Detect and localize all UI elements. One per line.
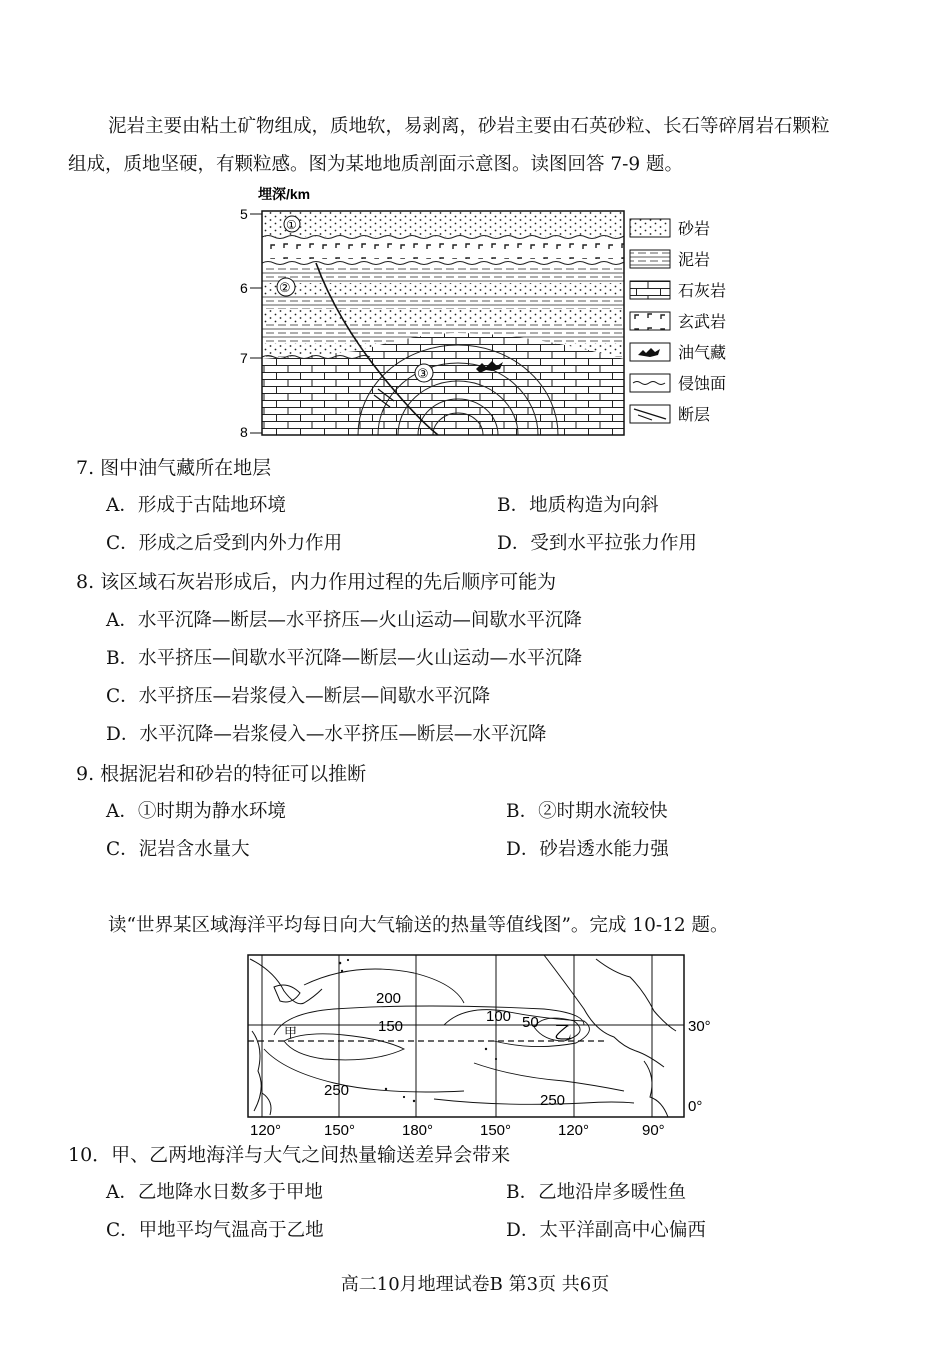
q7-option-d[interactable]: D．受到水平拉张力作用 bbox=[497, 533, 697, 554]
q9-option-b[interactable]: B．②时期水流较快 bbox=[506, 801, 668, 822]
q8-option-b[interactable]: B．水平挤压—间歇水平沉降—断层—火山运动—水平沉降 bbox=[106, 648, 583, 669]
q10-option-d[interactable]: D．太平洋副高中心偏西 bbox=[506, 1220, 706, 1241]
place-label-yi: 乙 bbox=[554, 1023, 572, 1043]
question-7-stem: 7. 图中油气藏所在地层 bbox=[76, 457, 272, 479]
contour-label: 250 bbox=[324, 1082, 350, 1099]
contour-label: 250 bbox=[540, 1092, 566, 1109]
lon-label: 180° bbox=[402, 1122, 434, 1139]
y-tick: 8 bbox=[240, 424, 248, 440]
lon-label: 90° bbox=[642, 1122, 665, 1139]
contour-label: 50 bbox=[522, 1014, 539, 1031]
q8-option-a[interactable]: A．水平沉降—断层—水平挤压—火山运动—间歇水平沉降 bbox=[106, 610, 582, 631]
lat-label: 0° bbox=[688, 1098, 703, 1115]
question-9-stem: 9. 根据泥岩和砂岩的特征可以推断 bbox=[76, 763, 367, 785]
lon-label: 150° bbox=[480, 1122, 512, 1139]
legend-label: 油气藏 bbox=[678, 345, 727, 362]
q10-option-b[interactable]: B．乙地沿岸多暖性鱼 bbox=[506, 1182, 687, 1203]
q10-option-a[interactable]: A．乙地降水日数多于甲地 bbox=[106, 1182, 323, 1203]
legend-label: 侵蚀面 bbox=[678, 376, 727, 393]
q9-option-c[interactable]: C．泥岩含水量大 bbox=[106, 839, 250, 860]
lon-label: 120° bbox=[250, 1122, 282, 1139]
layer-label-1: ① bbox=[286, 218, 297, 232]
layer-label-3: ③ bbox=[417, 366, 429, 381]
q9-option-a[interactable]: A．①时期为静水环境 bbox=[106, 801, 286, 822]
intro-line-1: 泥岩主要由粘土矿物组成，质地软，易剥离，砂岩主要由石英砂粒、长石等碎屑岩石颗粒 bbox=[108, 116, 830, 137]
y-tick: 6 bbox=[240, 280, 248, 296]
q10-option-c[interactable]: C．甲地平均气温高于乙地 bbox=[106, 1220, 324, 1241]
q9-option-d[interactable]: D．砂岩透水能力强 bbox=[506, 839, 669, 860]
contour-label: 100 bbox=[486, 1008, 512, 1025]
intro-line-2: 组成，质地坚硬，有颗粒感。图为某地地质剖面示意图。读图回答 7-9 题。 bbox=[68, 154, 684, 175]
page-footer: 高二10月地理试卷B 第3页 共6页 bbox=[340, 1274, 610, 1295]
lon-label: 120° bbox=[558, 1122, 590, 1139]
place-label-jia: 甲 bbox=[284, 1025, 298, 1040]
q7-option-c[interactable]: C．形成之后受到内外力作用 bbox=[106, 533, 343, 554]
q8-option-d[interactable]: D．水平沉降—岩浆侵入—水平挤压—断层—水平沉降 bbox=[106, 724, 547, 745]
question-10-stem: 10．甲、乙两地海洋与大气之间热量输送差异会带来 bbox=[68, 1144, 511, 1166]
legend-label: 玄武岩 bbox=[678, 314, 727, 331]
y-tick: 5 bbox=[240, 206, 248, 222]
heat-flux-contour-map bbox=[244, 951, 711, 1141]
lon-label: 150° bbox=[324, 1122, 356, 1139]
intro-2: 读“世界某区域海洋平均每日向大气输送的热量等值线图”。完成 10-12 题。 bbox=[108, 915, 729, 936]
y-tick: 7 bbox=[240, 350, 248, 366]
legend-label: 砂岩 bbox=[678, 221, 711, 238]
legend-label: 石灰岩 bbox=[678, 283, 727, 300]
question-8-stem: 8. 该区域石灰岩形成后，内力作用过程的先后顺序可能为 bbox=[76, 571, 557, 593]
geologic-section-figure bbox=[228, 183, 748, 443]
legend-label: 断层 bbox=[678, 407, 711, 424]
q7-option-b[interactable]: B．地质构造为向斜 bbox=[497, 495, 659, 516]
lat-label: 30° bbox=[688, 1018, 711, 1035]
layer-label-2: ② bbox=[279, 280, 291, 295]
contour-label: 150 bbox=[378, 1018, 404, 1035]
q8-option-c[interactable]: C．水平挤压—岩浆侵入—断层—间歇水平沉降 bbox=[106, 686, 491, 707]
contour-label: 200 bbox=[376, 990, 402, 1007]
y-axis-title: 埋深/km bbox=[258, 186, 311, 202]
legend-label: 泥岩 bbox=[678, 252, 711, 269]
q7-option-a[interactable]: A．形成于古陆地环境 bbox=[106, 495, 286, 516]
legend bbox=[630, 219, 726, 424]
